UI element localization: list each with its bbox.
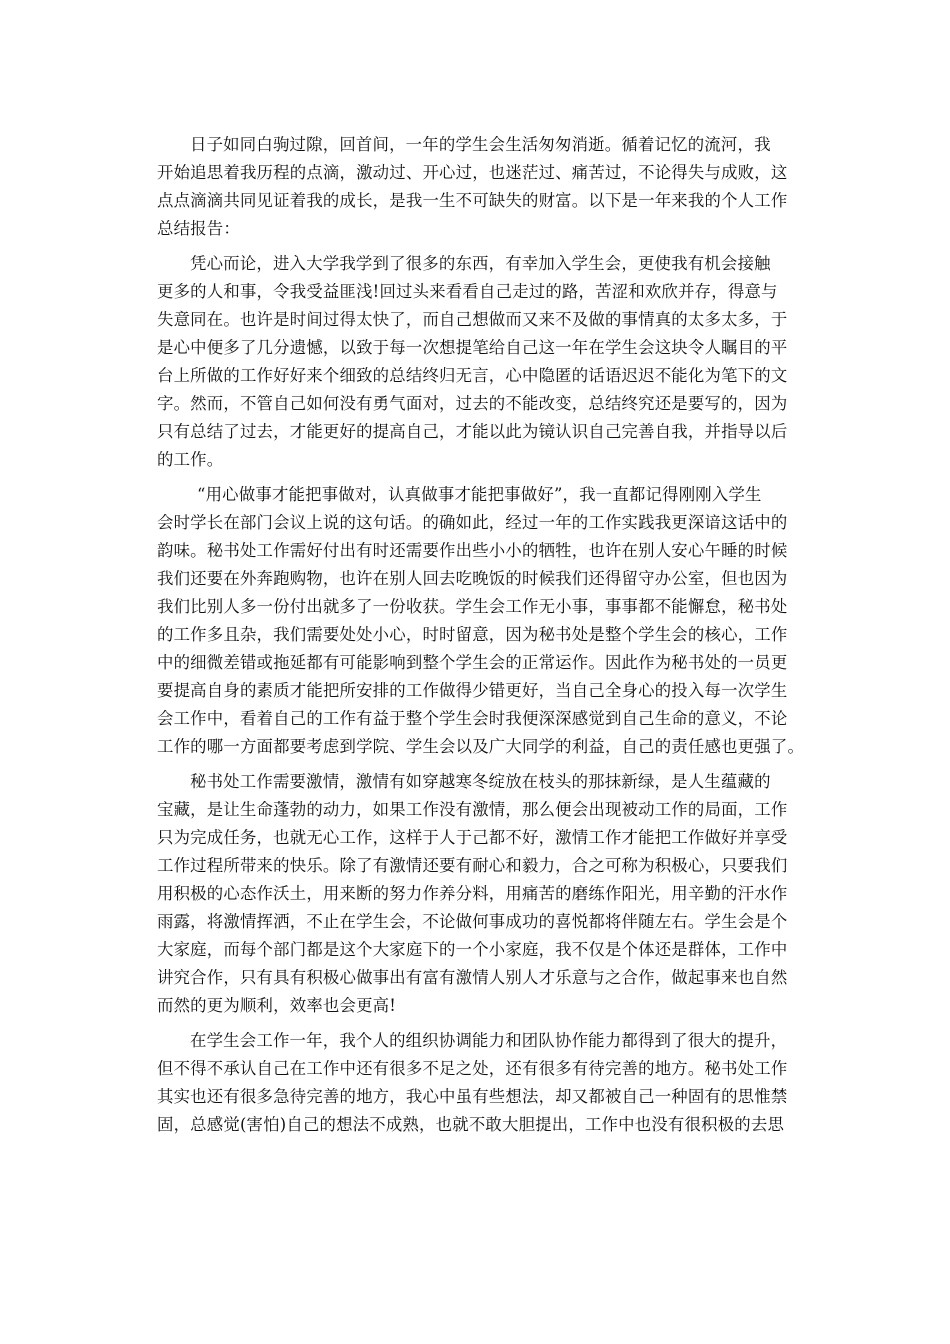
text-line: 只为完成任务，也就无心工作，这样于人于己都不好，激情工作才能把工作做好并享受 (157, 828, 788, 847)
text-line: 在学生会工作一年，我个人的组织协调能力和团队协作能力都得到了很大的提升， (190, 1031, 788, 1050)
document-page (157, 131, 805, 1146)
text-line: 工作的哪一方面都要考虑到学院、学生会以及广大同学的利益，自己的责任感也更强了。 (157, 737, 805, 756)
paragraph-reflection (157, 250, 797, 474)
text-line: 雨露，将激情挥洒，不止在学生会，不论做何事成功的喜悦都将伴随左右。学生会是个 (157, 912, 788, 931)
paragraph-intro (157, 131, 797, 243)
text-line: 失意同在。也许是时间过得太快了，而自己想做而又来不及做的事情真的太多太多，于 (157, 310, 788, 329)
text-line: 用积极的心态作沃土，用来断的努力作养分料，用痛苦的磨练作阳光，用辛勤的汗水作 (157, 884, 788, 903)
text-line: 是心中便多了几分遗憾，以致于每一次想提笔给自己这一年在学生会这块令人瞩目的平 (157, 338, 788, 357)
text-line: 会时学长在部门会议上说的这句话。的确如此，经过一年的工作实践我更深谙这话中的 (157, 513, 788, 532)
text-line: 固，总感觉(害怕)自己的想法不成熟，也就不敢大胆提出，工作中也没有很积极的去思 (157, 1115, 785, 1134)
text-line: 的工作多且杂，我们需要处处小心，时时留意，因为秘书处是整个学生会的核心，工作 (157, 625, 788, 644)
text-line: 但不得不承认自己在工作中还有很多不足之处，还有很多有待完善的地方。秘书处工作 (157, 1059, 788, 1078)
text-line: 要提高自身的素质才能把所安排的工作做得少错更好，当自己全身心的投入每一次学生 (157, 681, 788, 700)
text-line: 宝藏，是让生命蓬勃的动力，如果工作没有激情，那么便会出现被动工作的局面，工作 (157, 800, 788, 819)
text-line: 只有总结了过去，才能更好的提高自己，才能以此为镜认识自己完善自我，并指导以后 (157, 422, 788, 441)
text-line: 我们还要在外奔跑购物，也许在别人回去吃晚饭的时候我们还得留守办公室，但也因为 (157, 569, 788, 588)
text-line: 总结报告： (157, 219, 240, 238)
text-line: 韵味。秘书处工作需好付出有时还需要作出些小小的牺牲，也许在别人安心午睡的时候 (157, 541, 788, 560)
text-line: 秘书处工作需要激情，激情有如穿越寒冬绽放在枝头的那抹新绿，是人生蕴藏的 (190, 772, 771, 791)
text-line: 讲究合作，只有具有积极心做事出有富有激情人别人才乐意与之合作，做起事来也自然 (157, 968, 788, 987)
text-line: 开始追思着我历程的点滴，激动过、开心过，也迷茫过、痛苦过，不论得失与成败，这 (157, 163, 788, 182)
text-line: 的工作。 (157, 450, 224, 469)
paragraph-improvement (157, 1027, 797, 1139)
text-line: 更多的人和事，令我受益匪浅!回过头来看看自己走过的路，苦涩和欢欣并存，得意与 (157, 282, 778, 301)
text-line: 点点滴滴共同见证着我的成长，是我一生不可缺失的财富。以下是一年来我的个人工作 (157, 191, 788, 210)
paragraph-passion (157, 768, 797, 1020)
text-line: 台上所做的工作好好来个细致的总结终归无言，心中隐匿的话语迟迟不能化为笔下的文 (157, 366, 788, 385)
text-line: 字。然而，不管自己如何没有勇气面对，过去的不能改变，总结终究还是要写的，因为 (157, 394, 788, 413)
text-line: 中的细微差错或拖延都有可能影响到整个学生会的正常运作。因此作为秘书处的一员更 (157, 653, 788, 672)
text-line: 大家庭，而每个部门都是这个大家庭下的一个小家庭，我不仅是个体还是群体，工作中 (157, 940, 788, 959)
text-line: 日子如同白驹过隙，回首间，一年的学生会生活匆匆消逝。循着记忆的流河，我 (190, 135, 771, 154)
text-line: 其实也还有很多急待完善的地方，我心中虽有些想法，却又都被自己一种固有的思惟禁 (157, 1087, 788, 1106)
text-line: 工作过程所带来的快乐。除了有激情还要有耐心和毅力，合之可称为积极心，只要我们 (157, 856, 788, 875)
paragraph-secretariat-work (157, 481, 805, 761)
text-line: 而然的更为顺利，效率也会更高! (157, 996, 397, 1015)
text-line: 会工作中，看着自己的工作有益于整个学生会时我便深深感觉到自己生命的意义，不论 (157, 709, 788, 728)
text-line: 我们比别人多一份付出就多了一份收获。学生会工作无小事，事事都不能懈怠，秘书处 (157, 597, 788, 616)
text-line: 凭心而论，进入大学我学到了很多的东西，有幸加入学生会，更使我有机会接触 (190, 254, 771, 273)
text-line: “用心做事才能把事做对，认真做事才能把事做好”，我一直都记得刚刚入学生 (197, 485, 762, 504)
